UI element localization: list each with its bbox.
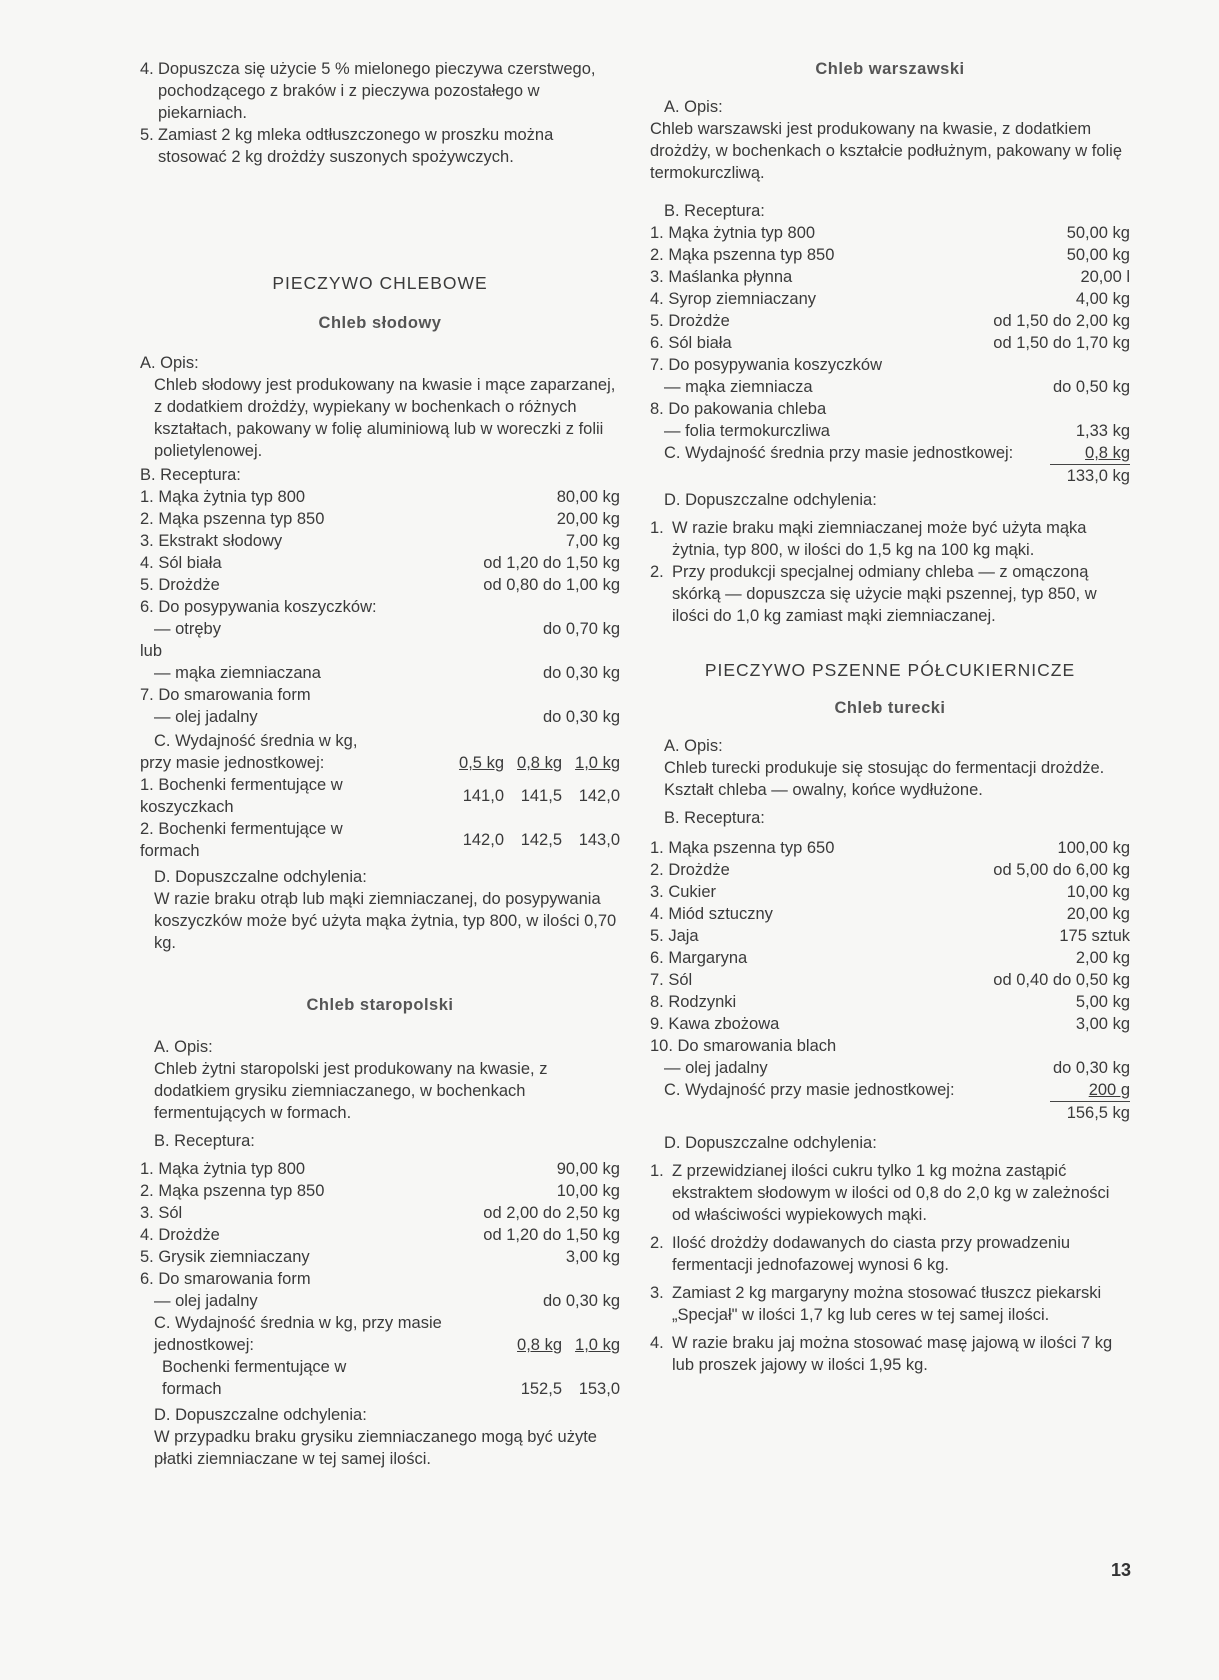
- recipe-item: [140, 640, 620, 662]
- recipe-item-value: 10,00 kg: [556, 1182, 620, 1200]
- recipe-item: [140, 1290, 620, 1312]
- recipe-item-label: 1. Mąka żytnia typ 800: [140, 1160, 306, 1178]
- recipe-item: [650, 859, 1130, 881]
- recipe-item: [650, 947, 1130, 969]
- recipe-item-value: od 0,80 do 1,00 kg: [483, 576, 620, 594]
- recipe-item-label: 10. Do smarowania blach: [650, 1037, 837, 1055]
- note-4: [140, 58, 620, 124]
- recipe-item-label: 4. Miód sztuczny: [650, 905, 773, 923]
- wydajnosc-mass-row: [140, 752, 620, 774]
- wydajnosc-row: [650, 442, 1130, 464]
- recipe-item-value: 10,00 kg: [1066, 883, 1130, 901]
- recipe-item: [140, 684, 620, 706]
- recipe-item: [140, 1246, 620, 1268]
- recipe-item: [140, 1224, 620, 1246]
- recipe-item-label: 6. Do smarowania form: [140, 1270, 311, 1288]
- recipe-item: [650, 288, 1130, 310]
- recipe-item-label: 7. Do posypywania koszyczków: [650, 356, 883, 374]
- recipe-item: [140, 552, 620, 574]
- odchylenia-label: D. Dopuszczalne odchylenia:: [664, 491, 877, 509]
- note-text: Dopuszcza się użycie 5 % mielonego pieczywa czerstwego, pochodzącego z braków i z pieczywa pozostałego w piekarniach.: [158, 60, 596, 122]
- recipe-item-label: 2. Mąka pszenna typ 850: [140, 510, 325, 528]
- recipe-item-label: lub: [140, 642, 163, 660]
- recipe-item: [650, 881, 1130, 903]
- page-number: 13: [1110, 1560, 1131, 1580]
- recipe-item-label: 7. Do smarowania form: [140, 686, 311, 704]
- wydajnosc-value: 133,0 kg: [1050, 464, 1130, 487]
- recipe-item-value: 3,00 kg: [1075, 1015, 1130, 1033]
- recipe-item-label: 1. Mąka pszenna typ 650: [650, 839, 835, 857]
- heading-chleb-warszawski: Chleb warszawski: [815, 60, 965, 78]
- recipe-item: [650, 925, 1130, 947]
- odchylenia-label: D. Dopuszczalne odchylenia:: [154, 1406, 367, 1424]
- yield-value: 141,5: [520, 787, 562, 805]
- yield-value: 142,5: [520, 831, 562, 849]
- item-number: 2.: [650, 1234, 664, 1252]
- recipe-item: [140, 530, 620, 552]
- recipe-item-value: 100,00 kg: [1057, 839, 1130, 857]
- recipe-item-label: 9. Kawa zbożowa: [650, 1015, 780, 1033]
- recipe-item: [650, 991, 1130, 1013]
- heading-chleb-turecki: Chleb turecki: [834, 699, 946, 717]
- odchylenia-text: W przypadku braku grysiku ziemniaczanego mogą być użyte płatki ziemniaczane w tej samej ilości.: [154, 1428, 597, 1468]
- recipe-item: [650, 354, 1130, 376]
- recipe-item: [650, 244, 1130, 266]
- recipe-item-label: 2. Drożdże: [650, 861, 730, 879]
- recipe-item-value: od 0,40 do 0,50 kg: [993, 971, 1130, 989]
- recipe-list: [140, 1158, 620, 1312]
- wydajnosc-row: [140, 818, 620, 862]
- recipe-item-label: 8. Rodzynki: [650, 993, 737, 1011]
- recipe-item: [140, 574, 620, 596]
- yield-value: 142,0: [578, 787, 620, 805]
- recipe-list: [650, 222, 1130, 442]
- receptura-label: B. Receptura:: [140, 466, 241, 484]
- recipe-item: [650, 969, 1130, 991]
- wydajnosc-label: C. Wydajność przy masie jednostkowej:: [664, 1081, 955, 1099]
- recipe-item: [650, 420, 1130, 442]
- recipe-item-label: — mąka ziemniacza: [664, 378, 813, 396]
- opis-label: A. Opis:: [664, 737, 723, 755]
- wydajnosc-masses: [504, 1334, 620, 1356]
- recipe-item-value: 5,00 kg: [1075, 993, 1130, 1011]
- recipe-item-value: do 0,30 kg: [542, 708, 620, 726]
- recipe-item-value: 50,00 kg: [1066, 246, 1130, 264]
- wydajnosc-mass-label: przy masie jednostkowej:: [140, 754, 325, 772]
- recipe-item-label: 3. Ekstrakt słodowy: [140, 532, 283, 550]
- opis-text-2: Kształt chleba — owalny, końce wydłużone.: [664, 781, 983, 799]
- recipe-item: [140, 1158, 620, 1180]
- recipe-item-label: 4. Drożdże: [140, 1226, 220, 1244]
- right-column: [650, 58, 1130, 1382]
- receptura-label: B. Receptura:: [154, 1132, 255, 1150]
- left-column: [140, 58, 620, 1470]
- recipe-item-label: 5. Drożdże: [140, 576, 220, 594]
- item-text: Zamiast 2 kg margaryny można stosować tłuszcz piekarski „Specjał" w ilości 1,7 kg lub ceres w tej samej ilości.: [672, 1284, 1102, 1324]
- recipe-item: [140, 596, 620, 618]
- recipe-item-label: 7. Sól: [650, 971, 693, 989]
- recipe-item: [140, 508, 620, 530]
- mass-value: 1,0 kg: [575, 754, 620, 772]
- wydajnosc-values: [504, 1378, 620, 1400]
- yield-value: 141,0: [462, 787, 504, 805]
- note-text: Zamiast 2 kg mleka odtłuszczonego w proszku można stosować 2 kg drożdży suszonych spożywczych.: [158, 126, 554, 166]
- item-number: 4.: [650, 1334, 664, 1352]
- recipe-item-value: do 0,70 kg: [542, 620, 620, 638]
- recipe-item: [650, 398, 1130, 420]
- recipe-item-label: 3. Sól: [140, 1204, 183, 1222]
- recipe-item-value: do 0,50 kg: [1052, 378, 1130, 396]
- wydajnosc-label: C. Wydajność średnia w kg,: [154, 732, 358, 750]
- heading-chleb-slodowy: Chleb słodowy: [318, 314, 442, 332]
- wydajnosc-mass: 200 g: [1088, 1081, 1130, 1099]
- recipe-item-value: 90,00 kg: [556, 1160, 620, 1178]
- wydajnosc-values: [446, 785, 620, 807]
- recipe-item-value: od 1,20 do 1,50 kg: [483, 554, 620, 572]
- recipe-item-value: do 0,30 kg: [542, 664, 620, 682]
- odchylenie-item: [650, 1282, 1130, 1326]
- recipe-item-label: — mąka ziemniaczana: [154, 664, 321, 682]
- recipe-item-label: 6. Margaryna: [650, 949, 748, 967]
- item-text: Ilość drożdży dodawanych do ciasta przy prowadzeniu fermentacji jednofazowej wynosi 6 kg.: [672, 1234, 1071, 1274]
- recipe-item-value: 7,00 kg: [565, 532, 620, 550]
- mass-value: 0,5 kg: [459, 754, 504, 772]
- item-text: W razie braku mąki ziemniaczanej może być użyta mąka żytnia, typ 800, w ilości do 1,5 kg na 100 kg mąki.: [672, 519, 1087, 559]
- item-number: 1.: [650, 519, 664, 537]
- recipe-item-label: 8. Do pakowania chleba: [650, 400, 827, 418]
- wydajnosc-value: 156,5 kg: [1050, 1101, 1130, 1124]
- wydajnosc-values: [446, 829, 620, 851]
- recipe-item-label: 3. Maślanka płynna: [650, 268, 793, 286]
- recipe-item: [650, 310, 1130, 332]
- note-5: [140, 124, 620, 168]
- mass-value: 1,0 kg: [575, 1336, 620, 1354]
- recipe-item-label: — otręby: [154, 620, 221, 638]
- recipe-item: [650, 376, 1130, 398]
- recipe-item-label: 2. Mąka pszenna typ 850: [140, 1182, 325, 1200]
- yield-value: 153,0: [578, 1380, 620, 1398]
- wydajnosc-row-label: 2. Bochenki fermentujące w formach: [140, 820, 343, 860]
- recipe-item: [650, 1035, 1130, 1057]
- recipe-list: [140, 486, 620, 728]
- recipe-item-value: 4,00 kg: [1075, 290, 1130, 308]
- item-number: 1.: [650, 1162, 664, 1180]
- recipe-item-label: — olej jadalny: [154, 1292, 258, 1310]
- odchylenie-item: [650, 1160, 1130, 1226]
- recipe-item: [650, 837, 1130, 859]
- recipe-item-label: 1. Mąka żytnia typ 800: [140, 488, 306, 506]
- recipe-item-value: 20,00 l: [1080, 268, 1130, 286]
- recipe-item-value: od 1,20 do 1,50 kg: [483, 1226, 620, 1244]
- note-number: 5.: [140, 126, 154, 144]
- wydajnosc-masses: [446, 752, 620, 774]
- opis-text: Chleb słodowy jest produkowany na kwasie i mące zaparzanej, z dodatkiem drożdży, wypiekany w bochenkach o różnych kształtach, pakowany w folię aluminiową lub w woreczki z folii polietylenowej.: [154, 376, 616, 460]
- wydajnosc-row-label: 1. Bochenki fermentujące w koszyczkach: [140, 776, 343, 816]
- wydajnosc-row: [140, 1356, 620, 1400]
- receptura-label: B. Receptura:: [664, 202, 765, 220]
- opis-label: A. Opis:: [154, 1038, 213, 1056]
- wydajnosc-row-label: Bochenki fermentujące w formach: [162, 1358, 347, 1398]
- recipe-item-value: od 1,50 do 1,70 kg: [993, 334, 1130, 352]
- wydajnosc-label: C. Wydajność średnia przy masie jednostkowej:: [664, 444, 1014, 462]
- recipe-item-label: 3. Cukier: [650, 883, 717, 901]
- item-number: 2.: [650, 563, 664, 581]
- odchylenie-item: [650, 1332, 1130, 1376]
- recipe-item-value: od 2,00 do 2,50 kg: [483, 1204, 620, 1222]
- recipe-item-value: 80,00 kg: [556, 488, 620, 506]
- recipe-item-label: — folia termokurczliwa: [664, 422, 830, 440]
- recipe-item: [650, 332, 1130, 354]
- odchylenie-item: [650, 1232, 1130, 1276]
- recipe-item-label: 4. Sól biała: [140, 554, 222, 572]
- recipe-item-value: 50,00 kg: [1066, 224, 1130, 242]
- odchylenie-item: [650, 561, 1130, 627]
- recipe-item-value: 2,00 kg: [1075, 949, 1130, 967]
- recipe-item: [140, 706, 620, 728]
- wydajnosc-mass: 0,8 kg: [1085, 444, 1130, 462]
- odchylenia-label: D. Dopuszczalne odchylenia:: [664, 1134, 877, 1152]
- yield-value: 142,0: [462, 831, 504, 849]
- item-text: W razie braku jaj można stosować masę jajową w ilości 7 kg lub proszek jajowy w ilości 1,95 kg.: [672, 1334, 1113, 1374]
- recipe-item-label: 2. Mąka pszenna typ 850: [650, 246, 835, 264]
- receptura-label: B. Receptura:: [664, 809, 765, 827]
- item-number: 3.: [650, 1284, 664, 1302]
- heading-chleb-staropolski: Chleb staropolski: [306, 996, 454, 1014]
- recipe-item-value: 3,00 kg: [565, 1248, 620, 1266]
- opis-label: A. Opis:: [664, 98, 723, 116]
- recipe-item-value: 175 sztuk: [1059, 927, 1130, 945]
- mass-value: 0,8 kg: [517, 1336, 562, 1354]
- recipe-item: [650, 222, 1130, 244]
- recipe-item: [140, 1202, 620, 1224]
- recipe-item-label: 1. Mąka żytnia typ 800: [650, 224, 816, 242]
- opis-label: A. Opis:: [140, 354, 199, 372]
- recipe-item: [650, 1057, 1130, 1079]
- mass-value: 0,8 kg: [517, 754, 562, 772]
- wydajnosc-total: [650, 1101, 1130, 1124]
- item-text: Z przewidzianej ilości cukru tylko 1 kg można zastąpić ekstraktem słodowym w ilości od 0,8 do 2,0 kg w zależności od właściwości wypiekowych mąki.: [672, 1162, 1110, 1224]
- recipe-item-value: do 0,30 kg: [1052, 1059, 1130, 1077]
- recipe-item: [650, 266, 1130, 288]
- recipe-item: [140, 618, 620, 640]
- wydajnosc-row: [650, 1079, 1130, 1101]
- recipe-item-value: 1,33 kg: [1075, 422, 1130, 440]
- wydajnosc-label: C. Wydajność średnia w kg, przy masie jednostkowej:: [154, 1314, 442, 1354]
- recipe-item-value: 20,00 kg: [1066, 905, 1130, 923]
- recipe-item: [140, 1268, 620, 1290]
- recipe-item-label: 6. Do posypywania koszyczków:: [140, 598, 377, 616]
- odchylenia-label: D. Dopuszczalne odchylenia:: [154, 868, 367, 886]
- recipe-item-label: 5. Drożdże: [650, 312, 730, 330]
- section-title-chlebowe: PIECZYWO CHLEBOWE: [272, 273, 488, 293]
- opis-text: Chleb żytni staropolski jest produkowany na kwasie, z dodatkiem grysiku ziemniaczanego, w bochenkach fermentujących w formach.: [154, 1060, 548, 1122]
- recipe-item: [140, 662, 620, 684]
- recipe-item-value: do 0,30 kg: [542, 1292, 620, 1310]
- recipe-item-label: — olej jadalny: [664, 1059, 768, 1077]
- recipe-item: [650, 903, 1130, 925]
- odchylenia-list: [650, 1160, 1130, 1376]
- recipe-item: [140, 1180, 620, 1202]
- recipe-item-label: 5. Jaja: [650, 927, 699, 945]
- recipe-item-label: — olej jadalny: [154, 708, 258, 726]
- recipe-item-label: 4. Syrop ziemniaczany: [650, 290, 816, 308]
- opis-text: Chleb warszawski jest produkowany na kwasie, z dodatkiem drożdży, w bochenkach o kształcie podłużnym, pakowany w folię termokurczliwą.: [650, 120, 1123, 182]
- wydajnosc-total: [650, 464, 1130, 487]
- note-number: 4.: [140, 60, 154, 78]
- recipe-item-value: od 5,00 do 6,00 kg: [993, 861, 1130, 879]
- odchylenie-item: [650, 517, 1130, 561]
- recipe-item-label: 6. Sól biała: [650, 334, 732, 352]
- recipe-item: [140, 486, 620, 508]
- wydajnosc-row: [140, 774, 620, 818]
- recipe-list: [650, 837, 1130, 1079]
- odchylenia-text: W razie braku otrąb lub mąki ziemniaczanej, do posypywania koszyczków może być użyta mąka żytnia, typ 800, w ilości 0,70 kg.: [154, 890, 617, 952]
- item-text: Przy produkcji specjalnej odmiany chleba — z omączoną skórką — dopuszcza się użycie mąki pszennej, typ 850, w ilości do 1,0 kg zamiast mąki ziemniaczanej.: [672, 563, 1097, 625]
- opis-text: Chleb turecki produkuje się stosując do fermentacji drożdże.: [664, 759, 1105, 777]
- yield-value: 143,0: [578, 831, 620, 849]
- recipe-item: [650, 1013, 1130, 1035]
- recipe-item-value: 20,00 kg: [556, 510, 620, 528]
- yield-value: 152,5: [520, 1380, 562, 1398]
- section-title-polcukiernicze: PIECZYWO PSZENNE PÓŁCUKIERNICZE: [704, 660, 1076, 680]
- recipe-item-value: od 1,50 do 2,00 kg: [993, 312, 1130, 330]
- recipe-item-label: 5. Grysik ziemniaczany: [140, 1248, 310, 1266]
- wydajnosc-mass-row: [140, 1312, 620, 1356]
